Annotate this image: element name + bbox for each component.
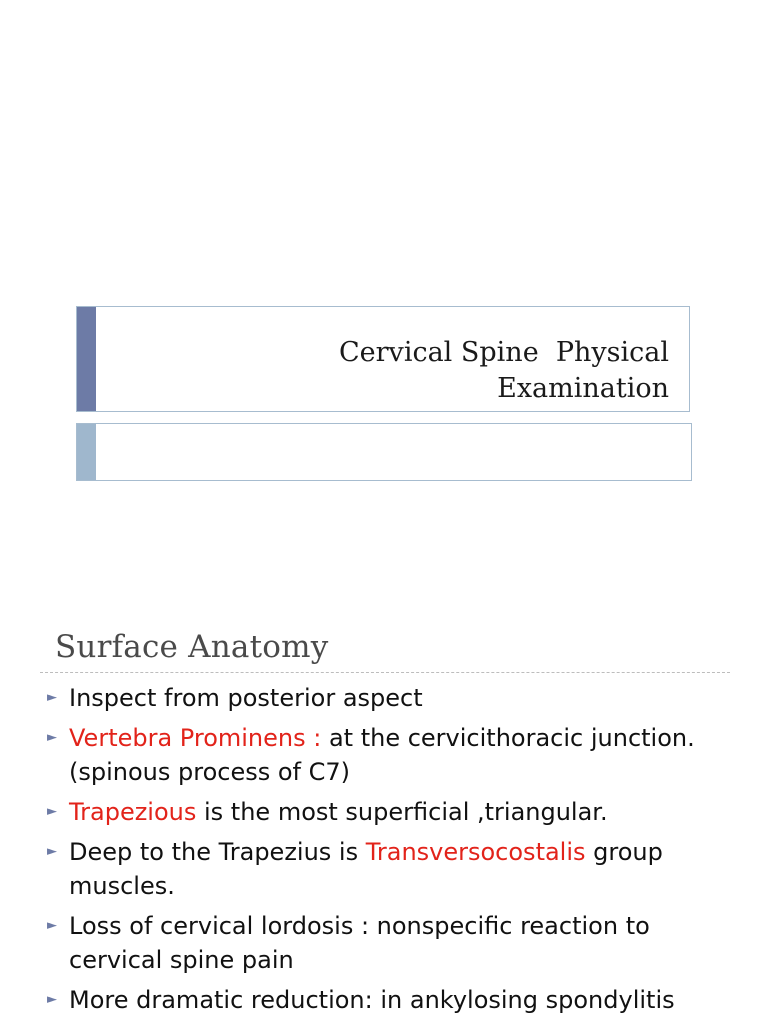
triangle-right-icon: ► [47,992,57,1007]
bullet-text: group muscles. [69,838,663,900]
subtitle-accent-bar [77,424,96,480]
bullet-text: Deep to the Trapezius is [69,838,366,866]
bullet-list [44,681,744,1023]
bullet-text: More dramatic reduction: in ankylosing spondylitis [69,986,675,1014]
bullet-item-3 [44,795,744,829]
title-box [76,306,690,412]
triangle-right-icon: ► [47,730,57,745]
bullet-item-6 [44,983,744,1017]
content-slide [0,595,768,1024]
bullet-highlight: Vertebra Prominens : [69,724,322,752]
bullet-text: Loss of cervical lordosis : nonspecific reaction to cervical spine pain [69,912,650,974]
subtitle-box [76,423,692,481]
bullet-item-2 [44,721,744,789]
slide-title [149,335,669,407]
slide-heading: Surface Anatomy [55,629,329,665]
bullet-item-1 [44,681,744,715]
bullet-item-5 [44,909,744,977]
title-accent-bar [77,307,96,411]
bullet-highlight: Trapezious [69,798,197,826]
triangle-right-icon: ► [47,690,57,705]
title-line-2: Examination [497,373,669,404]
bullet-text: Inspect from posterior aspect [69,684,423,712]
triangle-right-icon: ► [47,804,57,819]
title-line-1: Cervical Spine Physical [339,337,669,368]
bullet-text: at the cervicithoracic junction.(spinous process of C7) [69,724,695,786]
triangle-right-icon: ► [47,844,57,859]
bullet-item-4 [44,835,744,903]
bullet-highlight: Transversocostalis [365,838,586,866]
heading-divider [40,672,730,673]
bullet-text: is the most superficial ,triangular. [196,798,608,826]
triangle-right-icon: ► [47,918,57,933]
